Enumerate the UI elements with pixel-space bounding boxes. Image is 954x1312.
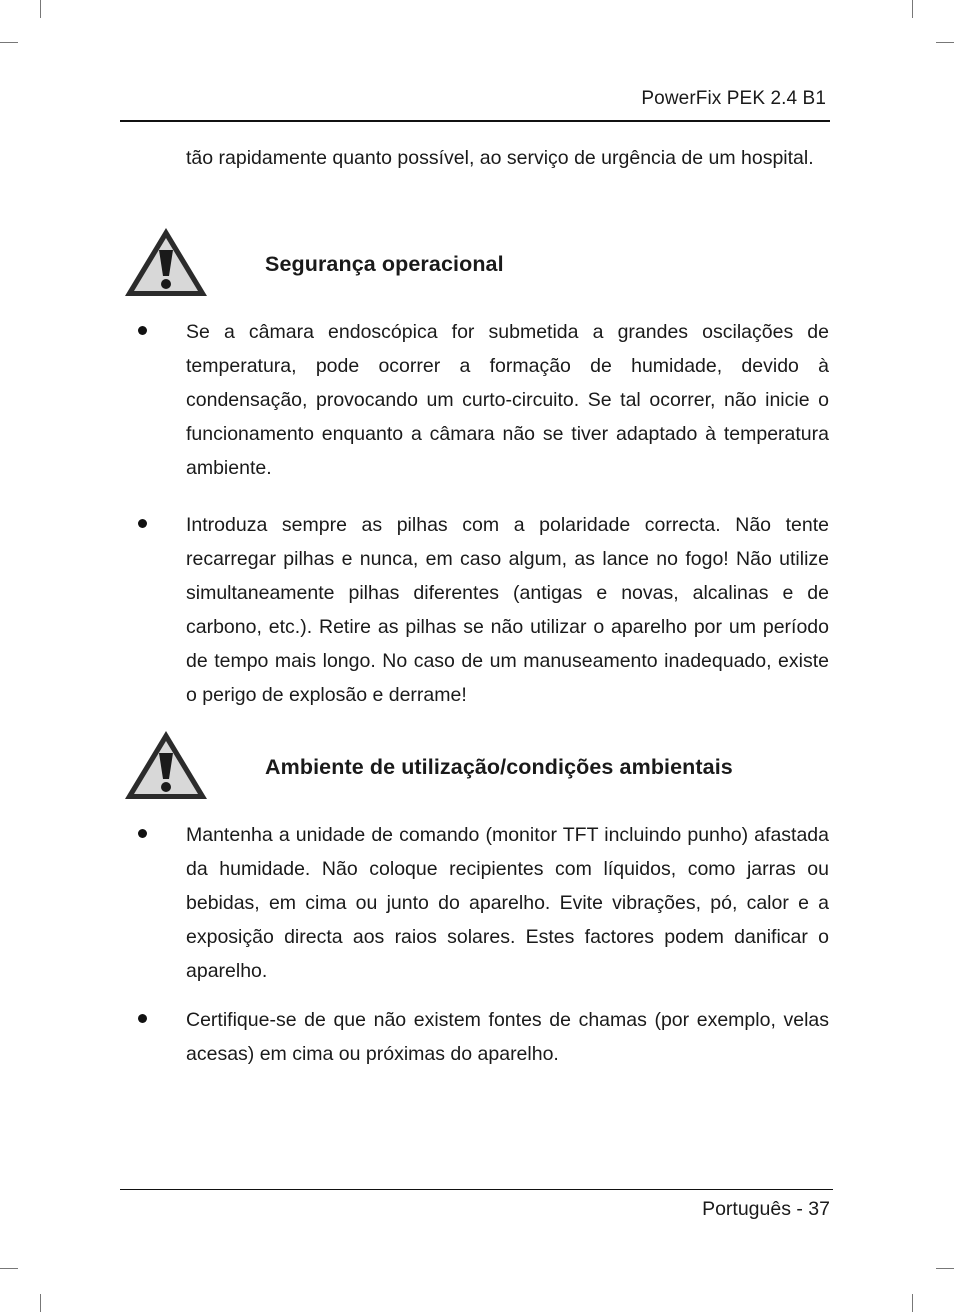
bullet-marker <box>138 326 147 335</box>
crop-mark <box>936 1268 954 1269</box>
crop-mark <box>40 0 41 18</box>
crop-mark <box>912 0 913 18</box>
list-item: Certifique-se de que não existem fontes de chamas (por exemplo, velas acesas) em cima ou próximas do aparelho. <box>186 1009 829 1065</box>
footer-rule <box>120 1189 833 1190</box>
warning-triangle-icon <box>123 729 209 801</box>
list-item: Se a câmara endoscópica for submetida a grandes oscilações de temperatura, pode ocorrer a formação de humidade, devido à condensação, provocando um curto-circuito. Se tal ocorrer, não inicie o funcionamento enquanto a câmara não se tiver adaptado à temperatura ambiente. <box>186 321 829 479</box>
running-header: PowerFix PEK 2.4 B1 <box>641 88 826 109</box>
warning-triangle-icon <box>123 226 209 298</box>
page-number: Português - 37 <box>702 1198 830 1220</box>
list-item: Introduza sempre as pilhas com a polaridade correcta. Não tente recarregar pilhas e nunca, em caso algum, as lance no fogo! Não utilize simultaneamente pilhas diferentes (antigas e novas, alcalinas e de carbono, etc.). Retire as pilhas se não utilizar o aparelho por um período de tempo mais longo. No caso de um manuseamento inadequado, existe o perigo de explosão e derrame! <box>186 514 829 706</box>
bullet-marker <box>138 829 147 838</box>
intro-paragraph: tão rapidamente quanto possível, ao serviço de urgência de um hospital. <box>186 147 814 169</box>
crop-mark <box>936 42 954 43</box>
section-heading-environment: Ambiente de utilização/condições ambientais <box>265 755 733 779</box>
crop-mark <box>912 1294 913 1312</box>
list-item: Mantenha a unidade de comando (monitor TFT incluindo punho) afastada da humidade. Não coloque recipientes com líquidos, como jarras ou bebidas, em cima ou junto do aparelho. Evite vibrações, pó, calor e a exposição directa aos raios solares. Estes factores podem danificar o aparelho. <box>186 824 829 982</box>
crop-mark <box>0 1268 18 1269</box>
crop-mark <box>0 42 18 43</box>
header-rule <box>120 120 830 122</box>
section-heading-operational-safety: Segurança operacional <box>265 252 504 276</box>
crop-mark <box>40 1294 41 1312</box>
bullet-marker <box>138 1014 147 1023</box>
bullet-marker <box>138 519 147 528</box>
